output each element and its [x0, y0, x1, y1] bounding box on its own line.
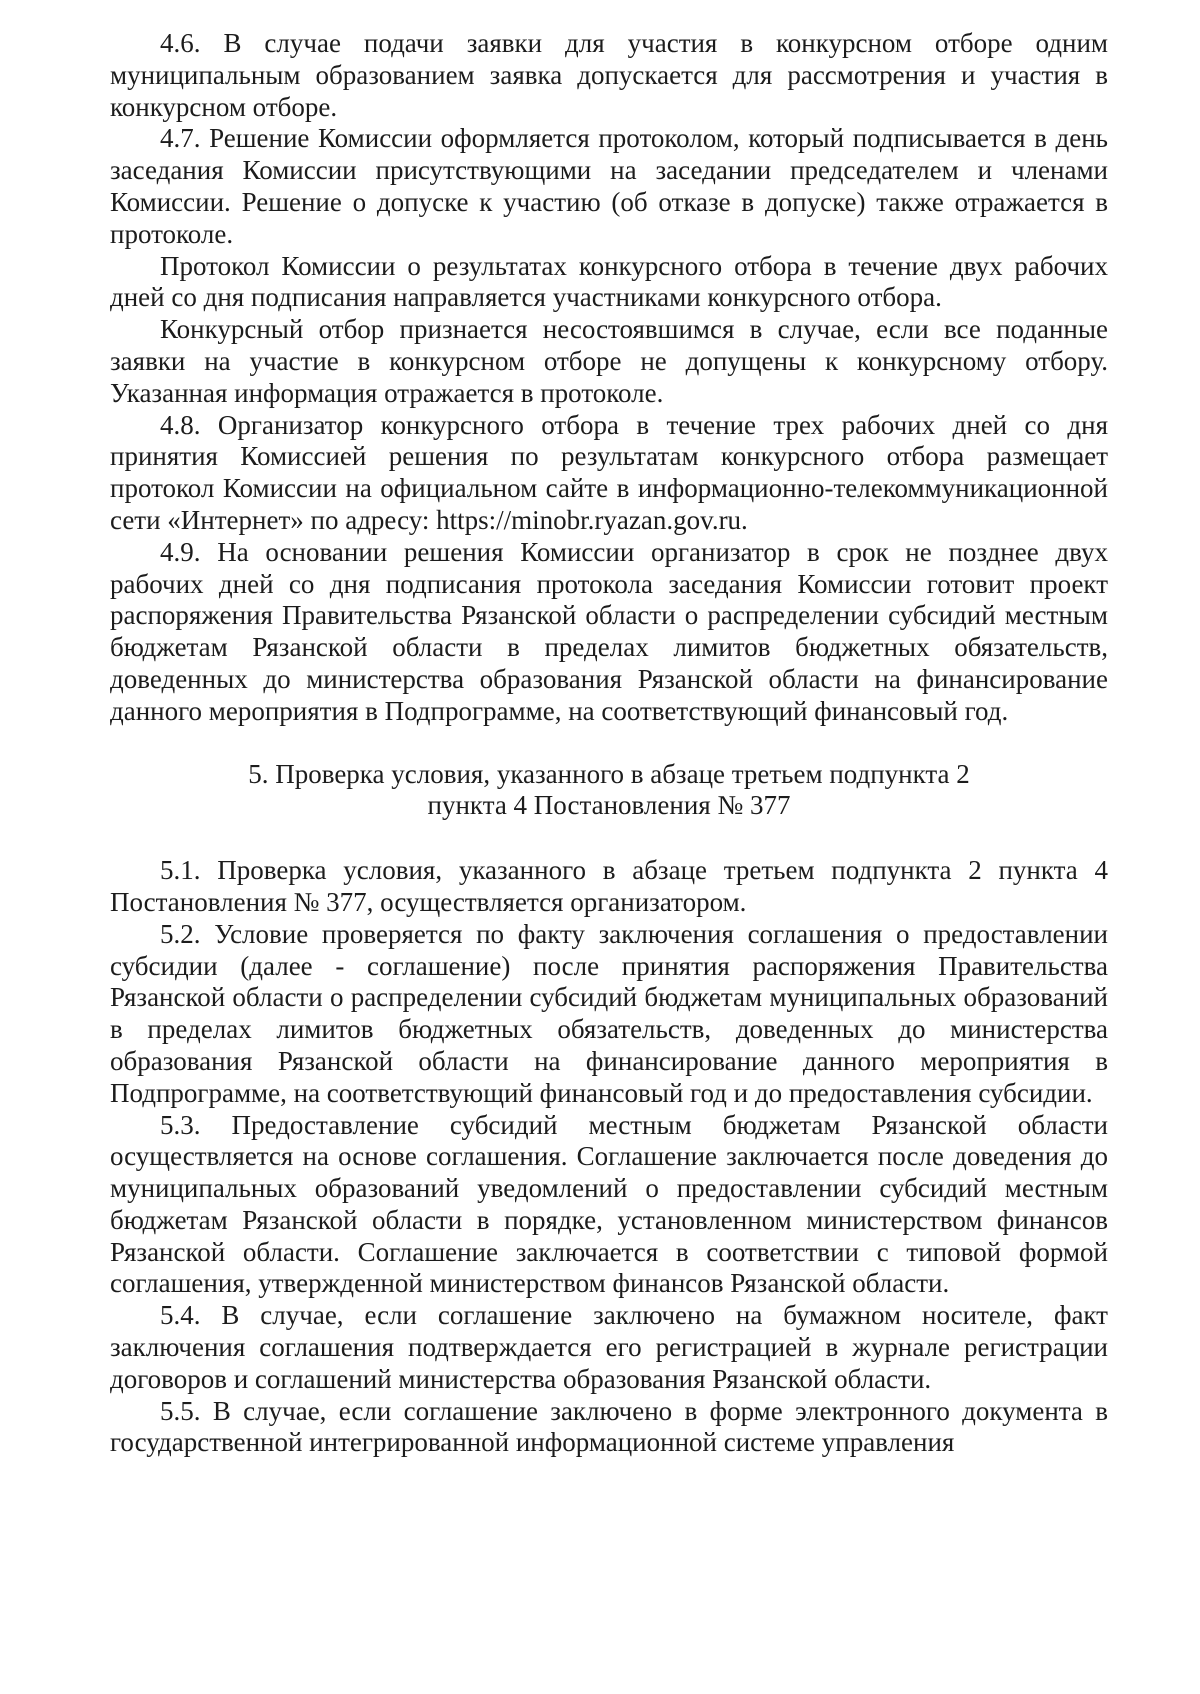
paragraph-4-7-failed-selection: Конкурсный отбор признается несостоявшимся в случае, если все поданные заявки на участие в конкурсном отборе не допущены к конкурсному отбору. Указанная информация отражается в протоколе.: [110, 314, 1108, 408]
spacer: [110, 822, 1108, 855]
paragraph-4-7: 4.7. Решение Комиссии оформляется протоколом, который подписывается в день заседания Комиссии присутствующими на заседании председателем и членами Комиссии. Решение о допуске к участию (об отказе в допуске) также отражается в протоколе.: [110, 123, 1108, 249]
paragraph-5-1: 5.1. Проверка условия, указанного в абзаце третьем подпункта 2 пункта 4 Постановления № 377, осуществляется организатором.: [110, 855, 1108, 917]
paragraph-5-4: 5.4. В случае, если соглашение заключено на бумажном носителе, факт заключения соглашения подтверждается его регистрацией в журнале регистрации договоров и соглашений министерства образования Рязанской области.: [110, 1300, 1108, 1394]
section-5-heading-line-2: пункта 4 Постановления № 377: [427, 790, 791, 821]
section-5-heading-line-1: 5. Проверка условия, указанного в абзаце третьем подпункта 2: [248, 758, 970, 789]
paragraph-4-8: 4.8. Организатор конкурсного отбора в течение трех рабочих дней со дня принятия Комиссией решения по результатам конкурсного отбора размещает протокол Комиссии на официальном сайте в информационно-телекоммуникационной сети «Интернет» по адресу: https://minobr.ryazan.gov.ru.: [110, 409, 1108, 535]
paragraph-5-2: 5.2. Условие проверяется по факту заключения соглашения о предоставлении субсидии (далее - соглашение) после принятия распоряжения Правительства Рязанской области о распределении субсидий бюджетам муниципальных образований в пределах лимитов бюджетных обязательств, доведенных до министерства образования Рязанской области на финансирование данного мероприятия в Подпрограмме, на соответствующий финансовый год и до предоставления субсидии.: [110, 918, 1108, 1108]
paragraph-4-9: 4.9. На основании решения Комиссии организатор в срок не позднее двух рабочих дней со дня подписания протокола заседания Комиссии готовит проект распоряжения Правительства Рязанской области о распределении субсидий местным бюджетам Рязанской области в пределах лимитов бюджетных обязательств, доведенных до министерства образования Рязанской области на финансирование данного мероприятия в Подпрограмме, на соответствующий финансовый год.: [110, 536, 1108, 726]
paragraph-4-6: 4.6. В случае подачи заявки для участия в конкурсном отборе одним муниципальным образованием заявка допускается для рассмотрения и участия в конкурсном отборе.: [110, 28, 1108, 122]
paragraph-4-7-protocol: Протокол Комиссии о результатах конкурсного отбора в течение двух рабочих дней со дня подписания направляется участниками конкурсного отбора.: [110, 250, 1108, 313]
spacer: [110, 728, 1108, 759]
paragraph-5-5: 5.5. В случае, если соглашение заключено в форме электронного документа в государственной интегрированной информационной системе управления: [110, 1395, 1108, 1458]
paragraph-5-3: 5.3. Предоставление субсидий местным бюджетам Рязанской области осуществляется на основе соглашения. Соглашение заключается после доведения до муниципальных образований уведомлений о предоставлении субсидий местным бюджетам Рязанской области в порядке, установленном министерством финансов Рязанской области. Соглашение заключается в соответствии с типовой формой соглашения, утвержденной министерством финансов Рязанской области.: [110, 1109, 1108, 1299]
